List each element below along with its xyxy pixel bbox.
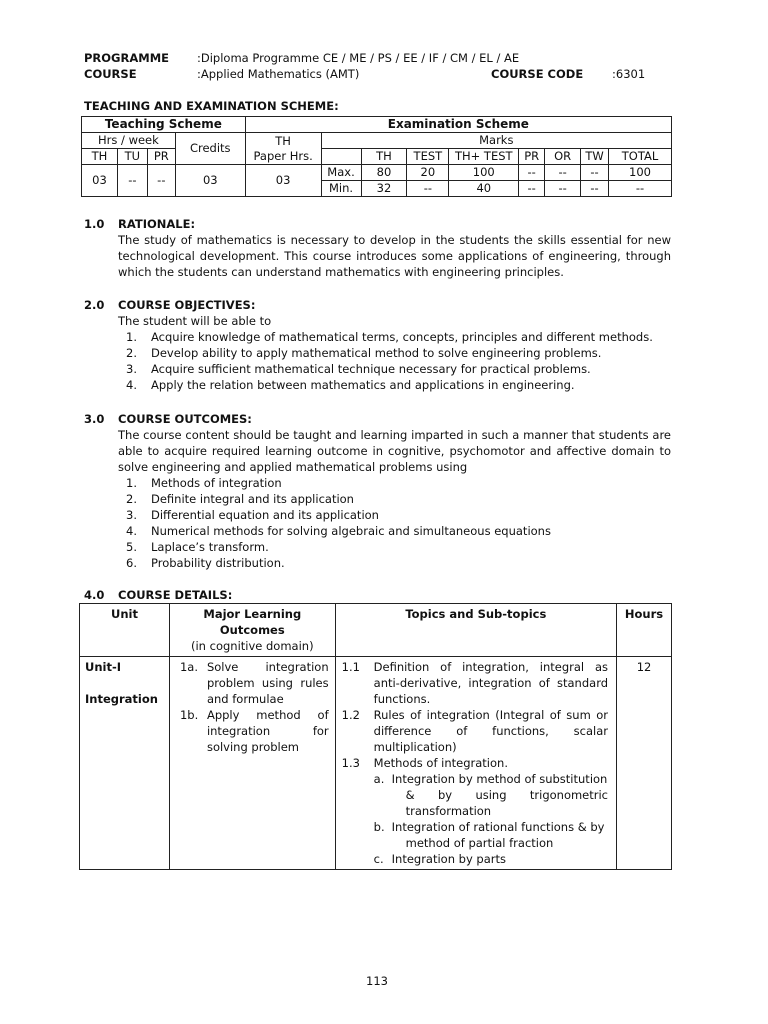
subtopic-b-label: b. (373, 820, 385, 834)
topic-1-2-number: 1.2 (341, 708, 360, 722)
teaching-scheme-header: Teaching Scheme (82, 117, 246, 133)
marks-col-tw: TW (581, 149, 609, 165)
col-th: TH (82, 149, 118, 165)
list-item: 4. Apply the relation between mathematics and applications in engineering. (126, 378, 575, 392)
subtopic-b-text (392, 819, 608, 851)
list-item: 2. Develop ability to apply mathematical method to solve engineering problems. (126, 346, 602, 360)
hrs-week-header: Hrs / week (82, 133, 176, 149)
marks-header: Marks (321, 133, 671, 149)
outcome-text: Numerical methods for solving algebraic and simultaneous equations (151, 524, 551, 538)
list-item: 3. Acquire sufficient mathematical technique necessary for practical problems. (126, 362, 591, 376)
th-paper-hrs-header (245, 133, 321, 165)
subtopic-a-line2: & by using trigonometric transformation (405, 788, 609, 818)
max-th-test: 100 (449, 165, 519, 181)
max-or: -- (545, 165, 581, 181)
unit-cell (80, 657, 170, 870)
subtopic-a-text (392, 771, 608, 819)
outcome-text: Methods of integration (151, 476, 282, 490)
scheme-column-row (82, 149, 672, 165)
outcomes-intro: The course content should be taught and learning imparted in such a manner that students are able to acquire required learning outcome in cognitive, psychomotor and affective domain to solve engineering and applied mathematical problems using (118, 428, 671, 474)
outcome-text: Probability distribution. (151, 556, 285, 570)
min-th: 32 (361, 181, 407, 197)
outcome-1b-label: 1b. (179, 708, 199, 722)
rationale-text: The study of mathematics is necessary to develop in the students the skills essential for new technological development. This course introduces some applications of engineering, through which the students can understand mathematics with engineering principles. (118, 233, 671, 279)
scheme-max-row (82, 165, 672, 181)
pr-value: -- (147, 165, 175, 197)
max-test: 20 (407, 165, 449, 181)
outcomes-heading (84, 411, 671, 427)
max-tw: -- (581, 165, 609, 181)
list-item: 1. Acquire knowledge of mathematical terms, concepts, principles and different methods. (126, 330, 653, 344)
min-tw: -- (581, 181, 609, 197)
marks-col-th: TH (361, 149, 407, 165)
marks-col-total: TOTAL (609, 149, 672, 165)
details-number: 4.0 (84, 588, 105, 602)
scheme-header-row (82, 117, 672, 133)
subtopic-a-label: a. (373, 772, 385, 786)
th-paper-hrs-line2: Paper Hrs. (253, 148, 313, 163)
topic-1-3-number: 1.3 (341, 756, 360, 770)
list-item: 4. Numerical methods for solving algebraic and simultaneous equations (126, 524, 551, 538)
list-item: 5. Laplace’s transform. (126, 540, 269, 554)
scheme-table (81, 116, 672, 197)
min-label: Min. (321, 181, 361, 197)
objective-text: Acquire sufficient mathematical technique necessary for practical problems. (151, 362, 591, 376)
topics-header: Topics and Sub-topics (335, 604, 616, 657)
outcome-1b (180, 707, 329, 755)
rationale-title: RATIONALE: (118, 217, 196, 231)
outcomes-header-line2: Outcomes (219, 623, 285, 637)
rationale-number: 1.0 (84, 217, 105, 231)
course-details-table (79, 603, 672, 870)
objectives-intro: The student will be able to (118, 314, 272, 328)
objectives-number: 2.0 (84, 298, 105, 312)
outcome-1a-text: Solve integration problem using rules and formulae (206, 660, 329, 706)
subtopic-c-text: Integration by parts (391, 852, 507, 866)
outcomes-title: COURSE OUTCOMES: (118, 412, 252, 426)
subtopic-c (342, 851, 608, 867)
subtopic-a-line1: Integration by method of substitution (391, 772, 608, 786)
objectives-heading (84, 297, 671, 313)
marks-col-or: OR (545, 149, 581, 165)
marks-col-test: TEST (407, 149, 449, 165)
course-label: COURSE (84, 67, 137, 81)
outcomes-header-line1: Major Learning (203, 607, 302, 621)
topic-1-1 (342, 659, 608, 707)
objectives-title: COURSE OBJECTIVES: (118, 298, 256, 312)
marks-blank (321, 149, 361, 165)
subtopic-a (342, 771, 608, 819)
paper-hrs-value: 03 (245, 165, 321, 197)
outcomes-header-line3: (in cognitive domain) (191, 639, 314, 653)
objective-text: Apply the relation between mathematics and applications in engineering. (151, 378, 575, 392)
min-th-test: 40 (449, 181, 519, 197)
unit-id: Unit-I (85, 660, 122, 674)
scheme-subheader-row (82, 133, 672, 149)
objective-text: Acquire knowledge of mathematical terms, concepts, principles and different methods. (151, 330, 653, 344)
topic-1-1-text: Definition of integration, integral as anti-derivative, integration of standard functions. (373, 660, 609, 706)
list-item: 1. Methods of integration (126, 476, 282, 490)
details-section (84, 587, 671, 603)
th-value: 03 (82, 165, 118, 197)
max-pr: -- (519, 165, 545, 181)
rationale-section (84, 216, 671, 280)
topics-cell (335, 657, 616, 870)
min-or: -- (545, 181, 581, 197)
topic-1-3 (342, 755, 608, 771)
outcomes-section (84, 411, 671, 571)
list-item: 3. Differential equation and its application (126, 508, 379, 522)
subtopic-b-line1: Integration of rational functions & by (391, 820, 605, 834)
programme-label: PROGRAMME (84, 51, 169, 65)
th-paper-hrs-line1: TH (275, 133, 291, 148)
col-tu: TU (117, 149, 147, 165)
outcome-text: Laplace’s transform. (151, 540, 269, 554)
min-test: -- (407, 181, 449, 197)
outcomes-list (84, 475, 671, 571)
objective-text: Develop ability to apply mathematical method to solve engineering problems. (151, 346, 602, 360)
examination-scheme-header: Examination Scheme (245, 117, 671, 133)
rationale-heading (84, 216, 671, 232)
max-total: 100 (609, 165, 672, 181)
objectives-section (84, 297, 671, 393)
hours-cell: 12 (617, 657, 672, 870)
details-header-row (80, 604, 672, 657)
outcomes-cell (169, 657, 335, 870)
max-th: 80 (361, 165, 407, 181)
tu-value: -- (117, 165, 147, 197)
list-item: 6. Probability distribution. (126, 556, 285, 570)
outcome-1a-label: 1a. (179, 660, 198, 674)
details-title: COURSE DETAILS: (118, 588, 233, 602)
topic-1-2 (342, 707, 608, 755)
course-value: :Applied Mathematics (AMT) (197, 67, 360, 81)
topic-1-2-text: Rules of integration (Integral of sum or difference of functions, scalar multiplication) (373, 708, 609, 754)
min-pr: -- (519, 181, 545, 197)
credits-value: 03 (175, 165, 245, 197)
outcome-text: Differential equation and its application (151, 508, 379, 522)
marks-col-th-test: TH+ TEST (449, 149, 519, 165)
course-code-label: COURSE CODE (491, 67, 584, 81)
topic-1-1-number: 1.1 (341, 660, 360, 674)
col-pr: PR (147, 149, 175, 165)
outcomes-number: 3.0 (84, 412, 105, 426)
course-code-value: :6301 (612, 67, 646, 81)
outcome-1a (180, 659, 329, 707)
min-total: -- (609, 181, 672, 197)
list-item: 2. Definite integral and its application (126, 492, 354, 506)
objectives-list (84, 329, 671, 393)
subtopic-c-label: c. (373, 852, 384, 866)
subtopic-b (342, 819, 608, 851)
programme-value: :Diploma Programme CE / ME / PS / EE / IF / CM / EL / AE (197, 51, 520, 65)
max-label: Max. (321, 165, 361, 181)
hours-header: Hours (617, 604, 672, 657)
details-heading (84, 587, 671, 603)
marks-col-pr: PR (519, 149, 545, 165)
outcome-text: Definite integral and its application (151, 492, 354, 506)
topic-1-3-text: Methods of integration. (373, 756, 508, 770)
unit-name: Integration (85, 692, 158, 706)
outcome-1b-text: Apply method of integration for solving problem (206, 708, 329, 754)
outcomes-header (169, 604, 335, 657)
scheme-title: TEACHING AND EXAMINATION SCHEME: (84, 99, 339, 113)
unit-header: Unit (80, 604, 170, 657)
table-row (80, 657, 672, 870)
page-number: 113 (366, 974, 388, 988)
credits-header: Credits (175, 133, 245, 165)
subtopic-b-line2: method of partial fraction (405, 836, 554, 850)
